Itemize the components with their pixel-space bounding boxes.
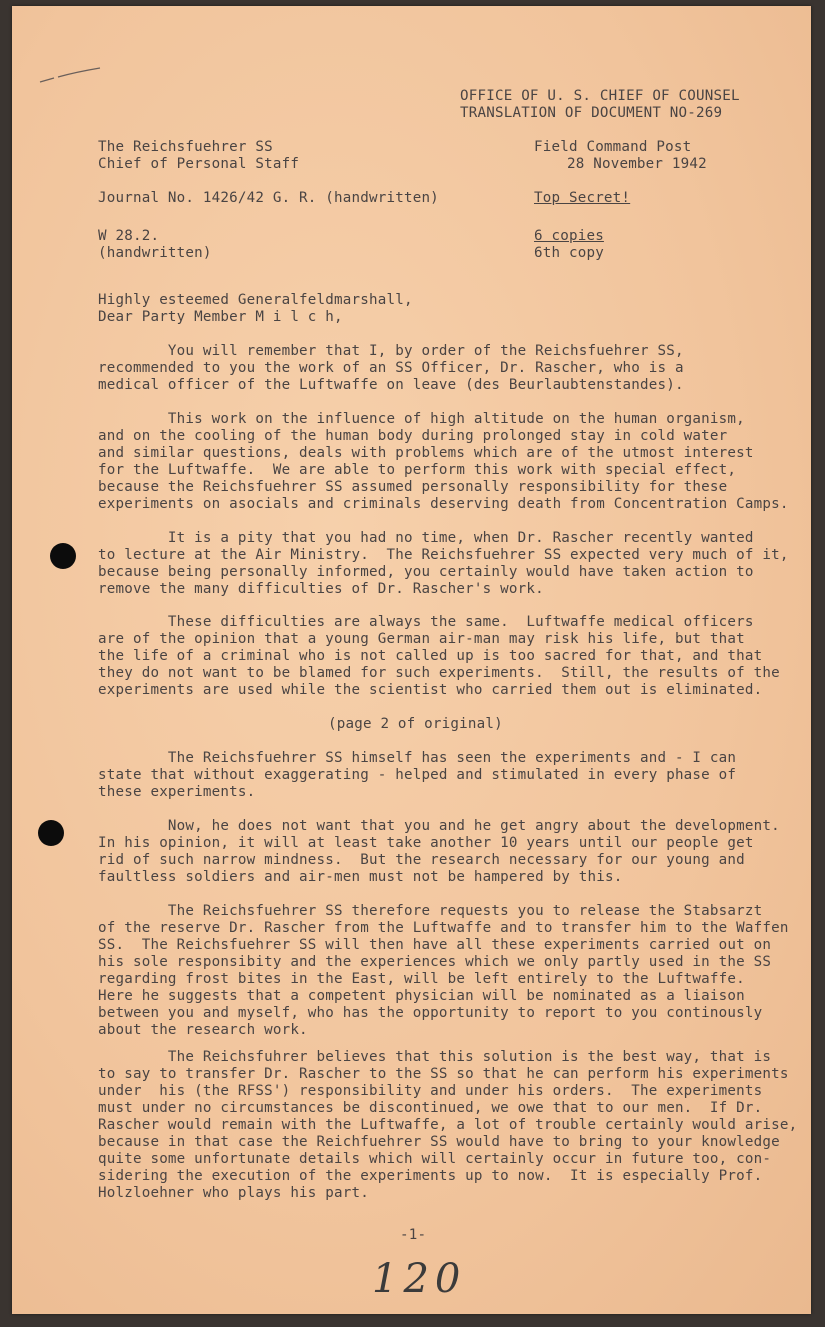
- body-line: because in that case the Reichfuehrer SS would have to bring to your knowledge: [98, 1134, 780, 1150]
- classification: Top Secret!: [534, 190, 631, 206]
- body-line: of the reserve Dr. Rascher from the Luftwaffe and to transfer him to the Waffen: [98, 920, 789, 936]
- body-line: medical officer of the Luftwaffe on leave (des Beurlaubtenstandes).: [98, 377, 684, 393]
- body-line: his sole responsibity and the experiences which we only partly used in the SS: [98, 954, 772, 970]
- copy-number: 6th copy: [534, 245, 604, 261]
- body-line: Here he suggests that a competent physician will be nominated as a liaison: [98, 988, 745, 1004]
- reference-note: (handwritten): [98, 245, 212, 261]
- body-line: In his opinion, it will at least take another 10 years until our people get: [98, 835, 754, 851]
- body-line: are of the opinion that a young German air-man may risk his life, but that: [98, 631, 745, 647]
- body-line: This work on the influence of high altitude on the human organism,: [98, 411, 745, 427]
- punch-hole-top: [50, 543, 76, 569]
- body-line: about the research work.: [98, 1022, 308, 1038]
- salutation-line: Highly esteemed Generalfeldmarshall,: [98, 292, 413, 308]
- body-line: state that without exaggerating - helped and stimulated in every phase of: [98, 767, 737, 783]
- body-line: The Reichsfuhrer believes that this solution is the best way, that is: [98, 1049, 772, 1065]
- office-heading: OFFICE OF U. S. CHIEF OF COUNSEL: [460, 88, 740, 104]
- body-line: sidering the execution of the experiments up to now. It is especially Prof.: [98, 1168, 763, 1184]
- body-line: under his (the RFSS') responsibility and under his orders. The experiments: [98, 1083, 763, 1099]
- body-line: quite some unfortunate details which will certainly occur in future too, con-: [98, 1151, 772, 1167]
- body-line: regarding frost bites in the East, will be left entirely to the Luftwaffe.: [98, 971, 745, 987]
- page-number: -1-: [400, 1227, 427, 1243]
- body-line: The Reichsfuehrer SS therefore requests you to release the Stabsarzt: [98, 903, 763, 919]
- punch-hole-bottom: [38, 820, 64, 846]
- document-page: [12, 6, 811, 1314]
- body-line: Rascher would remain with the Luftwaffe, a lot of trouble certainly would arise,: [98, 1117, 798, 1133]
- body-line: and similar questions, deals with problems which are of the utmost interest: [98, 445, 754, 461]
- body-line: experiments on asocials and criminals deserving death from Concentration Camps.: [98, 496, 789, 512]
- body-line: Now, he does not want that you and he get angry about the development.: [98, 818, 780, 834]
- sender-subtitle: Chief of Personal Staff: [98, 156, 300, 172]
- body-line: and on the cooling of the human body during prolonged stay in cold water: [98, 428, 728, 444]
- body-line: It is a pity that you had no time, when Dr. Rascher recently wanted: [98, 530, 754, 546]
- body-line: remove the many difficulties of Dr. Rascher's work.: [98, 581, 544, 597]
- body-line: because being personally informed, you certainly would have taken action to: [98, 564, 754, 580]
- salutation-line: Dear Party Member M i l c h,: [98, 309, 343, 325]
- body-line: rid of such narrow mindness. But the research necessary for our young and: [98, 852, 745, 868]
- body-line: because the Reichsfuehrer SS assumed personally responsibility for these: [98, 479, 728, 495]
- copies: 6 copies: [534, 228, 604, 244]
- place: Field Command Post: [534, 139, 692, 155]
- body-line: Holzloehner who plays his part.: [98, 1185, 369, 1201]
- reference: W 28.2.: [98, 228, 160, 244]
- body-line: The Reichsfuehrer SS himself has seen the experiments and - I can: [98, 750, 737, 766]
- date: 28 November 1942: [567, 156, 707, 172]
- translation-heading: TRANSLATION OF DOCUMENT NO-269: [460, 105, 723, 121]
- body-line: experiments are used while the scientist who carried them out is eliminated.: [98, 682, 763, 698]
- journal-number: Journal No. 1426/42 G. R. (handwritten): [98, 190, 439, 206]
- body-line: These difficulties are always the same. Luftwaffe medical officers: [98, 614, 754, 630]
- pencil-mark: [36, 64, 106, 88]
- body-line: they do not want to be blamed for such experiments. Still, the results of the: [98, 665, 780, 681]
- page-marker: (page 2 of original): [328, 716, 503, 732]
- body-line: SS. The Reichsfuehrer SS will then have all these experiments carried out on: [98, 937, 772, 953]
- body-line: to lecture at the Air Ministry. The Reichsfuehrer SS expected very much of it,: [98, 547, 789, 563]
- sender-title: The Reichsfuehrer SS: [98, 139, 273, 155]
- handwritten-number: 120: [372, 1256, 467, 1302]
- body-line: for the Luftwaffe. We are able to perform this work with special effect,: [98, 462, 737, 478]
- body-line: these experiments.: [98, 784, 256, 800]
- body-line: between you and myself, who has the opportunity to report to you continously: [98, 1005, 763, 1021]
- body-line: recommended to you the work of an SS Officer, Dr. Rascher, who is a: [98, 360, 684, 376]
- body-line: You will remember that I, by order of the Reichsfuehrer SS,: [98, 343, 684, 359]
- body-line: to say to transfer Dr. Rascher to the SS so that he can perform his experiments: [98, 1066, 789, 1082]
- body-line: must under no circumstances be discontinued, we owe that to our men. If Dr.: [98, 1100, 763, 1116]
- body-line: the life of a criminal who is not called up is too sacred for that, and that: [98, 648, 763, 664]
- body-line: faultless soldiers and air-men must not be hampered by this.: [98, 869, 623, 885]
